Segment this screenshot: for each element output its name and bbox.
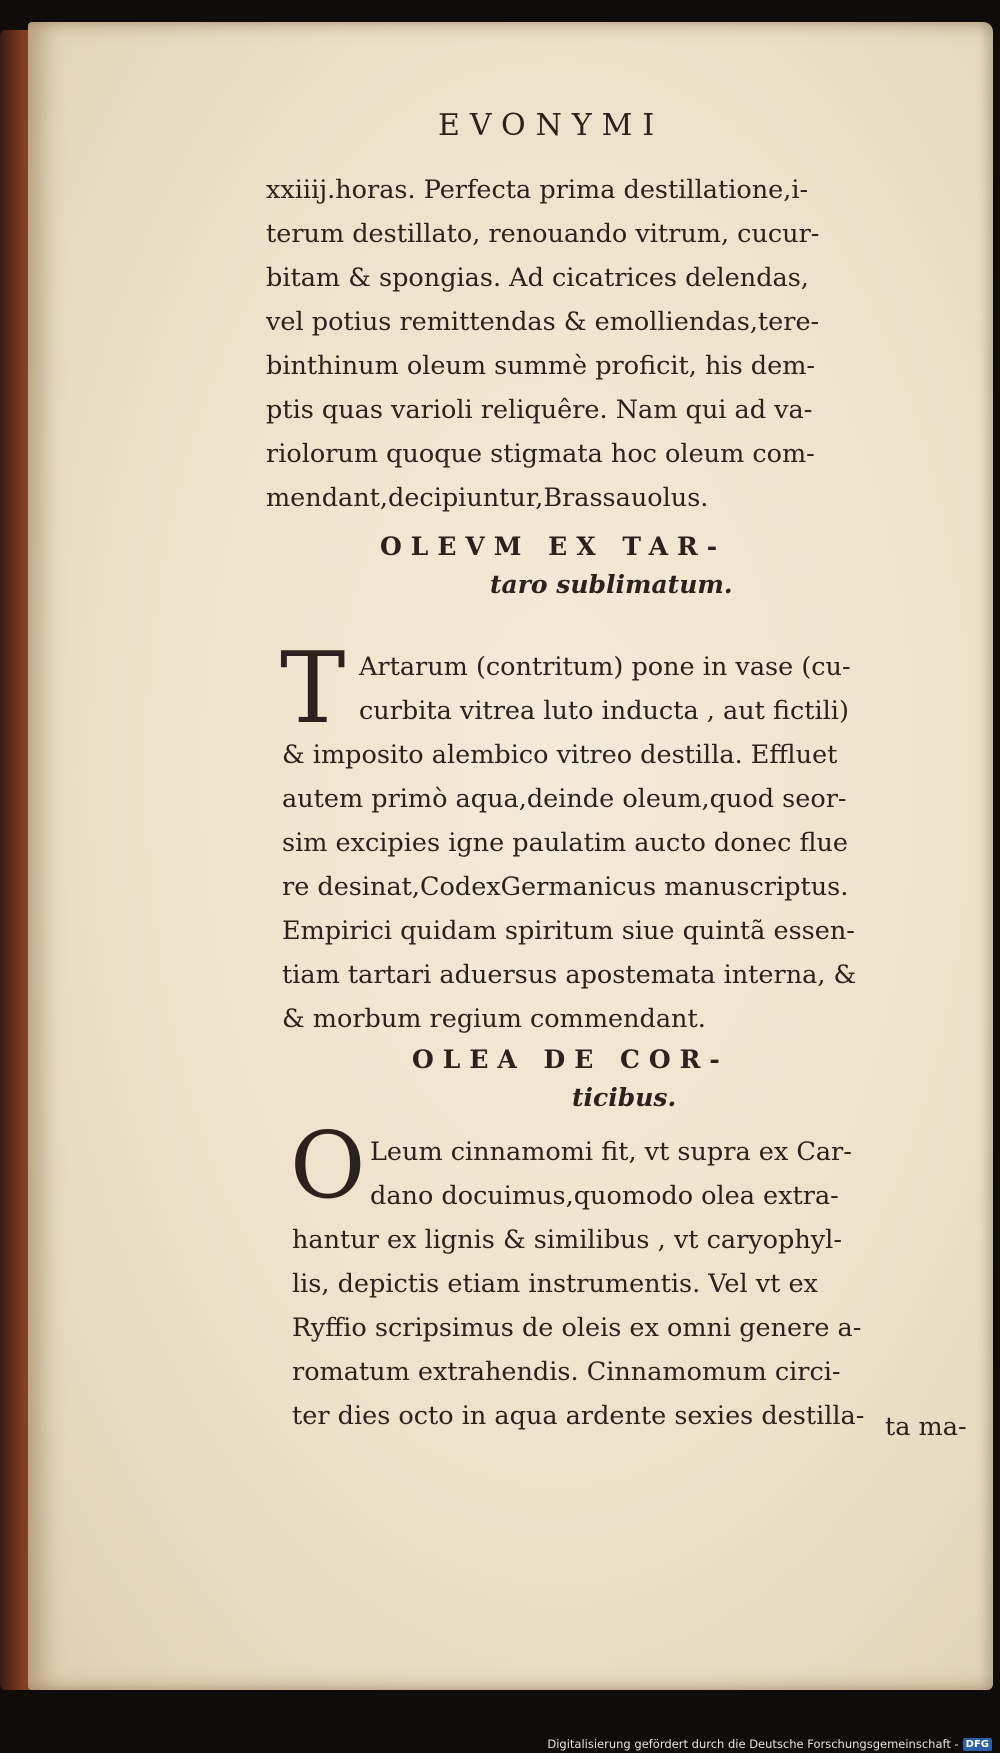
- text-line: xxiiij.horas. Perfecta prima destillatione,i-: [266, 175, 809, 205]
- text-line: & imposito alembico vitreo destilla. Effluet: [282, 740, 838, 770]
- section-heading-2: OLEA DE COR-: [412, 1045, 729, 1074]
- paragraph-2: [282, 645, 856, 1041]
- section-heading-1-subtitle: taro sublimatum.: [490, 570, 733, 599]
- text-line: bitam & spongias. Ad cicatrices delendas,: [266, 263, 809, 293]
- text-line: autem primò aqua,deinde oleum,quod seor-: [282, 784, 847, 814]
- section-heading-2-subtitle: ticibus.: [572, 1083, 677, 1112]
- text-line: & morbum regium commendant.: [282, 1004, 706, 1034]
- drop-cap-initial: O: [290, 1112, 366, 1219]
- digitization-credit: [547, 1737, 992, 1751]
- text-line: vel potius remittendas & emolliendas,tere-: [266, 307, 820, 337]
- drop-cap-initial: T: [280, 632, 346, 746]
- text-line: Ryffio scripsimus de oleis ex omni genere a-: [292, 1313, 862, 1343]
- text-line: romatum extrahendis. Cinnamomum circi-: [292, 1357, 841, 1387]
- text-line: hantur ex lignis & similibus , vt caryophyl-: [292, 1225, 842, 1255]
- text-line: re desinat,CodexGermanicus manuscriptus.: [282, 872, 849, 902]
- text-line: curbita vitrea luto inducta , aut fictili): [359, 696, 849, 726]
- credit-text: Digitalisierung gefördert durch die Deutsche Forschungsgemeinschaft -: [547, 1737, 959, 1751]
- catchword: ta ma-: [885, 1412, 967, 1442]
- section-heading-1: OLEVM EX TAR-: [380, 532, 727, 561]
- text-line: binthinum oleum summè proficit, his dem-: [266, 351, 815, 381]
- paragraph-1: [266, 168, 819, 520]
- text-line: Leum cinnamomi fit, vt supra ex Car-: [370, 1137, 852, 1167]
- running-head: EVONYMI: [438, 108, 665, 143]
- text-line: Artarum (contritum) pone in vase (cu-: [359, 652, 851, 682]
- text-line: ptis quas varioli reliquêre. Nam qui ad va-: [266, 395, 813, 425]
- text-line: ter dies octo in aqua ardente sexies destilla-: [292, 1401, 865, 1431]
- dfg-logo: DFG: [963, 1738, 992, 1751]
- text-line: riolorum quoque stigmata hoc oleum com-: [266, 439, 815, 469]
- text-line: sim excipies igne paulatim aucto donec flue: [282, 828, 849, 858]
- text-line: Empirici quidam spiritum siue quintã essen-: [282, 916, 855, 946]
- text-line: dano docuimus,quomodo olea extra-: [370, 1181, 839, 1211]
- text-line: lis, depictis etiam instrumentis. Vel vt ex: [292, 1269, 818, 1299]
- text-line: terum destillato, renouando vitrum, cucur-: [266, 219, 820, 249]
- paragraph-3: [292, 1130, 864, 1438]
- text-line: tiam tartari aduersus apostemata interna, &: [282, 960, 857, 990]
- text-line: mendant,decipiuntur,Brassauolus.: [266, 483, 709, 513]
